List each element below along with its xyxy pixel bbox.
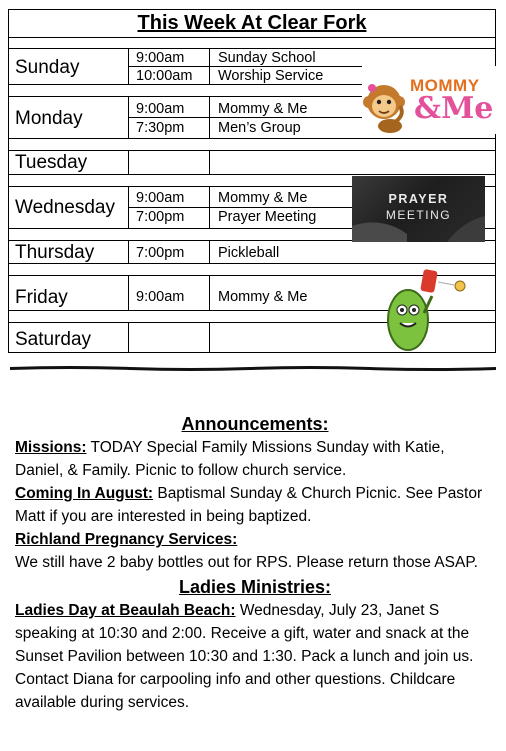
sunday-time-2: 10:00am bbox=[136, 68, 193, 84]
sunday-event-1: Sunday School bbox=[218, 50, 316, 66]
wednesday-event-2: Prayer Meeting bbox=[218, 209, 317, 225]
missions-text: TODAY Special Family Missions Sunday with Katie, Daniel, & Family. Picnic to follow church service. bbox=[15, 439, 445, 479]
monday-event-2: Men’s Group bbox=[218, 120, 301, 136]
prayer-meeting-banner bbox=[352, 176, 485, 242]
prayer-banner-line2: MEETING bbox=[385, 208, 452, 222]
wednesday-time-1: 9:00am bbox=[136, 190, 185, 206]
rps-text: We still have 2 baby bottles out for RPS. Please return those ASAP. bbox=[15, 554, 478, 571]
coming-in-august-text: Baptismal Sunday & Church Picnic. See Pastor Matt if you are interested in being baptized. bbox=[15, 485, 483, 525]
sunday-time-1: 9:00am bbox=[136, 50, 185, 66]
thursday-event-1: Pickleball bbox=[218, 245, 280, 261]
monday-event-1: Mommy & Me bbox=[218, 101, 308, 117]
day-sunday: Sunday bbox=[15, 57, 80, 78]
wednesday-event-1: Mommy & Me bbox=[218, 190, 308, 206]
ladies-day-paragraph bbox=[15, 599, 495, 714]
thursday-time-1: 7:00pm bbox=[136, 245, 185, 261]
ladies-ministries-heading: Ladies Ministries: bbox=[178, 577, 332, 597]
prayer-banner-line1: PRAYER bbox=[388, 192, 449, 206]
day-monday: Monday bbox=[15, 108, 83, 129]
mommy-logo-line1: MOMMY bbox=[410, 76, 480, 95]
day-wednesday: Wednesday bbox=[15, 197, 115, 218]
mommy-logo-line2: &Me bbox=[414, 91, 494, 126]
missions-label: Missions: bbox=[15, 439, 87, 456]
announcements-heading: Announcements: bbox=[181, 414, 329, 434]
ladies-day-label: Ladies Day at Beaulah Beach: bbox=[15, 602, 236, 619]
rps-label: Richland Pregnancy Services: bbox=[15, 531, 238, 548]
monday-time-2: 7:30pm bbox=[136, 120, 185, 136]
section-divider bbox=[10, 366, 496, 371]
day-saturday: Saturday bbox=[15, 329, 92, 350]
pickle-paddle-icon bbox=[374, 268, 474, 354]
coming-in-august-paragraph bbox=[15, 482, 495, 528]
monday-time-1: 9:00am bbox=[136, 101, 185, 117]
pickleball-mascot bbox=[374, 268, 474, 354]
mommy-and-me-logo bbox=[362, 66, 496, 134]
day-tuesday: Tuesday bbox=[15, 152, 88, 173]
day-thursday: Thursday bbox=[15, 242, 95, 263]
coming-in-august-label: Coming In August: bbox=[15, 485, 154, 502]
ladies-day-text: Wednesday, July 23, Janet S speaking at 10:30 and 2:00. Receive a gift, water and snack at the Sunset Pavilion between 10:30 and 1:30. Pack a lunch and join us. Contact Diana for carpooling info and other questions. Childcare available during services. bbox=[15, 602, 474, 711]
friday-time-1: 9:00am bbox=[136, 289, 185, 305]
day-friday: Friday bbox=[15, 287, 68, 308]
rps-label-line bbox=[15, 528, 495, 551]
wednesday-time-2: 7:00pm bbox=[136, 209, 185, 225]
announcements-section bbox=[15, 412, 495, 714]
missions-paragraph bbox=[15, 436, 495, 482]
schedule-title: This Week At Clear Fork bbox=[137, 12, 367, 34]
friday-event-1: Mommy & Me bbox=[218, 289, 308, 305]
sunday-event-2: Worship Service bbox=[218, 68, 324, 84]
